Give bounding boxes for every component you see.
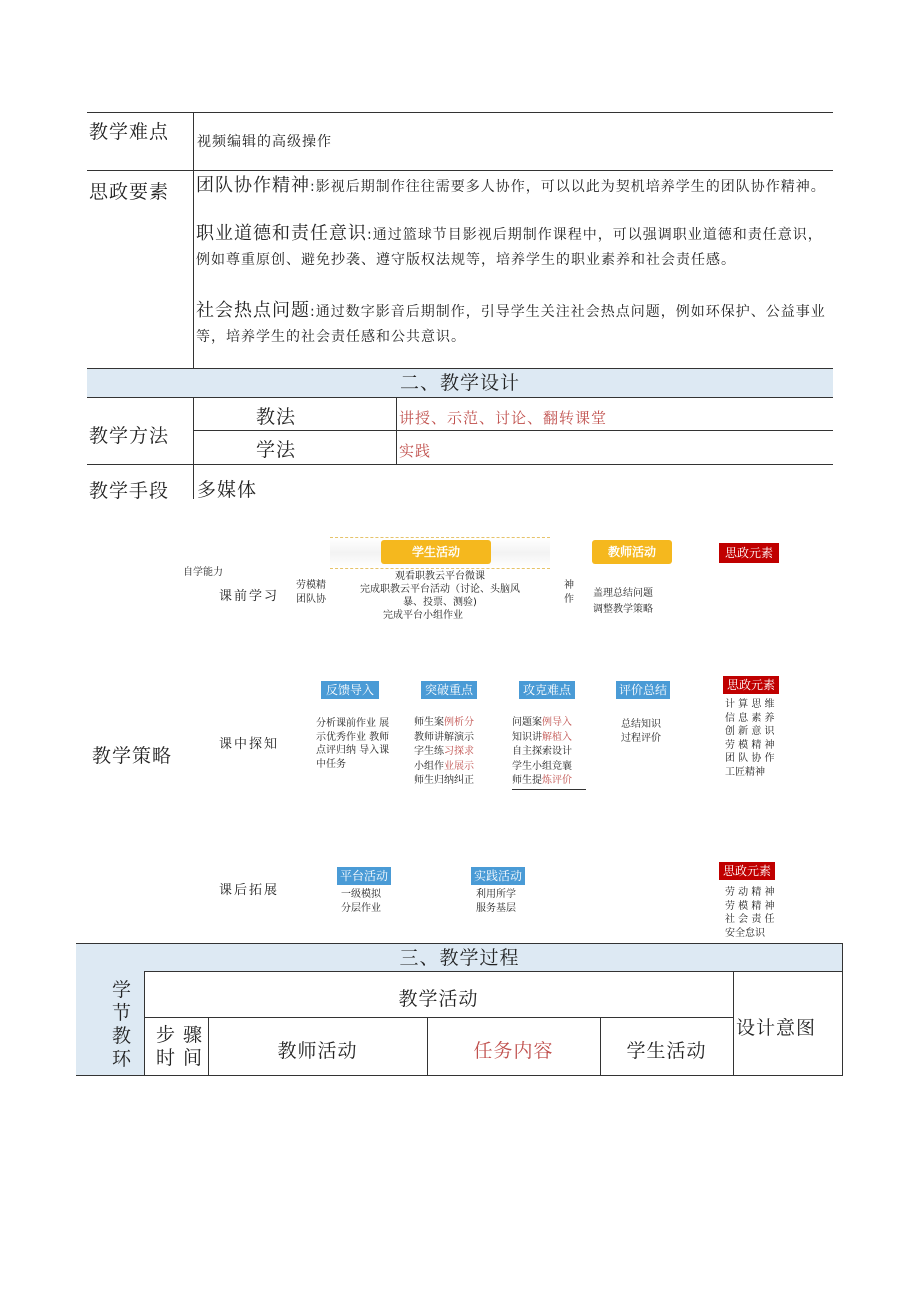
pre-mid-text-2: 作 (564, 594, 574, 605)
mid-tag-evaluation: 评价总结 (616, 681, 670, 699)
ideology-tag-post: 思政元素 (719, 862, 775, 880)
ideology-item-text: 通过数字影音后期制作，引导学生关注社会热点问题，例如环保护、公益事业等，培养学生的社会责任感和公共意识。 (196, 304, 826, 345)
method-label: 教学方法 (89, 425, 170, 447)
ideology-label: 思政要素 (89, 181, 170, 203)
section2-title: 二、教学设计 (399, 372, 520, 394)
student-activity-tag: 学生活动 (381, 540, 491, 564)
post-tag-practice: 实践活动 (471, 867, 525, 885)
pre-student-lines: 观看职教云平台微课 完成职教云平台活动（讨论、头脑风 暴、投票、测验) 完成平台小组作业 (360, 571, 520, 621)
difficulty-value: 视频编辑的高级操作 (197, 134, 332, 150)
student-activity-label: 学生活动 (626, 1040, 707, 1062)
pre-stage-label: 课前学习 (219, 589, 280, 604)
teacher-activity-label: 教师活动 (277, 1040, 358, 1062)
mid-tag-difficulty: 攻克难点 (519, 681, 575, 699)
ideology-tag-pre: 思政元素 (719, 543, 779, 563)
ideology-item-3: 社会热点问题:通过数字影音后期制作，引导学生关注社会热点问题，例如环保护、公益事业等，培养学生的社会责任感和公共意识。 (196, 300, 826, 345)
mid-stage-label: 课中探知 (219, 737, 280, 752)
difficulty-label: 教学难点 (89, 121, 170, 143)
section2-title-band (87, 368, 833, 398)
teach-label: 教法 (256, 406, 297, 428)
row-divider (144, 971, 842, 972)
ideology-item-heading: 社会热点问题 (196, 300, 310, 321)
row-divider (144, 1017, 733, 1018)
post-tag-platform: 平台活动 (337, 867, 391, 885)
table-col-divider (193, 397, 194, 499)
ideology-item-1: 团队协作精神:影视后期制作往往需要多人协作，可以以此为契机培养学生的团队协作精神。 (196, 175, 826, 196)
table-right-border (842, 943, 843, 1075)
task-content-label: 任务内容 (473, 1040, 554, 1062)
mid-col1: 分析课前作业 展 示优秀作业 教师 点评归纳 导入课 中任务 (316, 718, 390, 770)
mid-col2: 师生案例析分 教师讲解演示 字生练习探求 小组作业展示 师生归纳纠正 (414, 717, 474, 786)
post-ideology-lines: 劳 动 精 神 劳 模 精 神 社 会 责 任 安全怠识 (725, 887, 775, 939)
ideology-item-text: 通过篮球节目影视后期制作课程中，可以强调职业道德和责任意识，例如尊重原创、避免抄袭、遵守版权法规等，培养学生的职业素养和社会责任感。 (196, 227, 823, 268)
pre-teacher-lines: 盖理总结问题 调整教学策略 (593, 588, 653, 615)
mid-tag-keypoint: 突破重点 (421, 681, 477, 699)
pre-left-text: 自学能力 (183, 567, 223, 578)
mid-tag-feedback: 反馈导入 (321, 681, 379, 699)
teach-value: 讲授、示范、讨论、翻转课堂 (399, 409, 608, 427)
ideology-item-text: 影视后期制作往往需要多人协作，可以以此为契机培养学生的团队协作精神。 (315, 179, 826, 195)
table-col-divider (733, 971, 734, 1075)
ideology-item-heading: 团队协作精神 (196, 175, 310, 196)
mid-ideology-lines: 计 算 思 维 信 息 素 养 创 新 意 识 劳 模 精 神 团 队 协 作 工匠精神 (725, 699, 775, 778)
post-stage-label: 课后拓展 (219, 883, 280, 898)
strategy-label: 教学策略 (92, 745, 173, 767)
table-bottom-border (76, 1075, 843, 1076)
ideology-item-heading: 职业道德和责任意识 (196, 223, 367, 244)
table-col-divider (193, 112, 194, 368)
table-col-divider (396, 397, 397, 465)
teacher-activity-tag: 教师活动 (592, 540, 672, 564)
mid-col4: 总结知识 过程评价 (621, 719, 661, 744)
ideology-item-2: 职业道德和责任意识:通过篮球节目影视后期制作课程中，可以强调职业道德和责任意识，例如尊重原创、避免抄袭、遵守版权法规等，培养学生的职业素养和社会责任感。 (196, 223, 823, 268)
pre-side-text-1: 劳模精 (296, 580, 326, 591)
means-value: 多媒体 (197, 479, 258, 501)
ideology-tag-mid: 思政元素 (723, 676, 779, 694)
pre-mid-text: 神 (564, 580, 574, 591)
row-divider (193, 430, 833, 431)
mid-col3: 问题案例导入 知识讲解植入 自主探索设计 学生小组竞襄 师生提炼评价 (512, 716, 586, 790)
row-divider (87, 464, 833, 465)
learn-label: 学法 (256, 439, 297, 461)
design-label: 设计意图 (736, 1017, 817, 1039)
row-divider (87, 170, 833, 171)
means-label: 教学手段 (89, 480, 170, 502)
step-label: 步 骤 时 间 (156, 1024, 204, 1069)
activity-label: 教学活动 (398, 988, 479, 1010)
learn-value: 实践 (399, 442, 432, 460)
pre-side-text-2: 团队协 (296, 594, 326, 605)
table-top-border (87, 112, 833, 113)
section3-title: 三、教学过程 (399, 947, 520, 969)
section3-title-band (76, 943, 843, 972)
post-col1: 一级模拟 分层作业 (341, 889, 381, 914)
link-label: 学 节 教 环 (111, 979, 132, 1070)
post-col2: 利用所学 服务基层 (476, 889, 516, 914)
